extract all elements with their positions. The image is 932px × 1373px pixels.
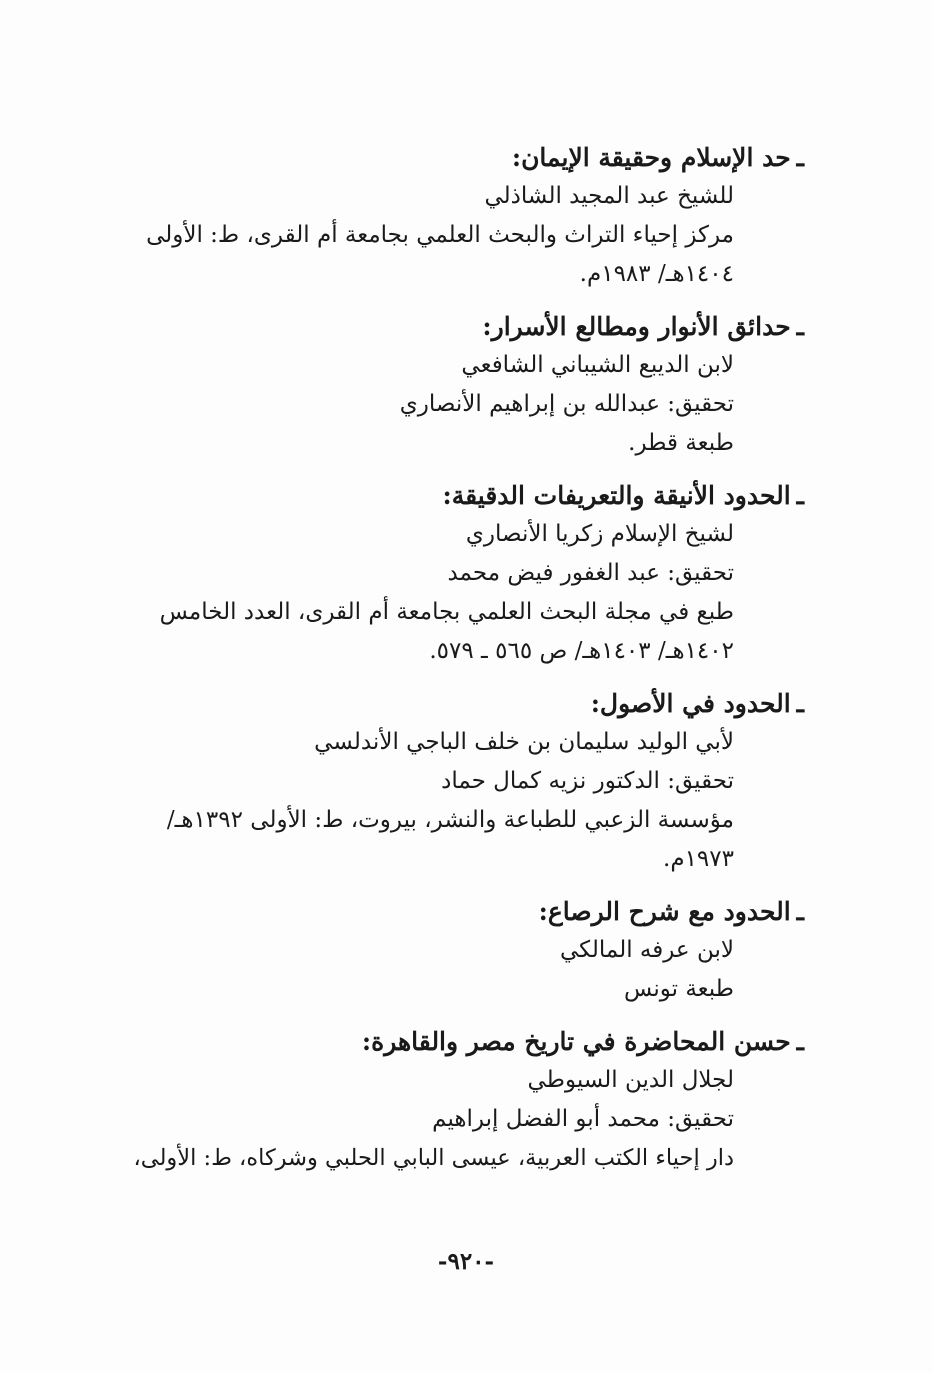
entry-detail-line: لابن عرفه المالكي [560,937,734,963]
entry-detail-line: ١٤٠٤هـ/ ١٩٨٣م. [579,261,734,287]
entry-details [124,515,804,671]
entry-title [124,892,804,931]
entry-detail-line: تحقيق: الدكتور نزيه كمال حماد [441,768,734,794]
entry-dash: ـ [796,481,804,510]
bibliography-list [124,138,804,1191]
entry-details [124,1061,804,1178]
entry-title-text: الحدود الأنيقة والتعريفات الدقيقة: [442,481,791,510]
bibliography-entry [124,892,804,1009]
page-number: -٩٢٠- [437,1248,495,1275]
entry-detail-line: للشيخ عبد المجيد الشاذلي [484,183,734,209]
entry-dash: ـ [796,312,804,341]
entry-dash: ـ [796,897,804,926]
entry-detail-line: طبع في مجلة البحث العلمي بجامعة أم القرى، العدد الخامس [159,599,734,625]
entry-title-text: الحدود مع شرح الرصاع: [538,897,791,926]
entry-detail-line: دار إحياء الكتب العربية، عيسى البابي الحلبي وشركاه، ط: الأولى، [133,1145,734,1171]
entry-title [124,1022,804,1061]
entry-detail-line: تحقيق: محمد أبو الفضل إبراهيم [432,1106,734,1132]
entry-details [124,346,804,463]
entry-title [124,476,804,515]
entry-detail-line: تحقيق: عبد الغفور فيض محمد [447,560,734,586]
entry-details [124,931,804,1009]
bibliography-entry [124,307,804,463]
entry-title-text: حسن المحاضرة في تاريخ مصر والقاهرة: [361,1027,791,1056]
entry-dash: ـ [796,689,804,718]
entry-detail-line: مؤسسة الزعبي للطباعة والنشر، بيروت، ط: الأولى ١٣٩٢هـ/ [166,807,734,833]
entry-title [124,684,804,723]
entry-detail-line: لشيخ الإسلام زكريا الأنصاري [465,521,734,547]
bibliography-entry [124,138,804,294]
entry-details [124,177,804,294]
entry-details [124,723,804,879]
entry-detail-line: طبعة قطر. [628,430,734,456]
entry-detail-line: ١٩٧٣م. [663,846,734,872]
entry-dash: ـ [796,143,804,172]
entry-detail-line: تحقيق: عبدالله بن إبراهيم الأنصاري [399,391,734,417]
entry-detail-line: لجلال الدين السيوطي [527,1067,734,1093]
entry-detail-line: لابن الديبع الشيباني الشافعي [461,352,734,378]
entry-title-text: حد الإسلام وحقيقة الإيمان: [511,143,791,172]
entry-title [124,307,804,346]
entry-dash: ـ [796,1027,804,1056]
entry-detail-line: ١٤٠٢هـ/ ١٤٠٣هـ/ ص ٥٦٥ ـ ٥٧٩. [429,638,734,664]
entry-detail-line: لأبي الوليد سليمان بن خلف الباجي الأندلسي [314,729,734,755]
bibliography-entry [124,684,804,879]
bibliography-entry [124,1022,804,1178]
entry-detail-line: طبعة تونس [624,976,734,1002]
entry-title-text: الحدود في الأصول: [590,689,791,718]
entry-title-text: حدائق الأنوار ومطالع الأسرار: [482,312,791,341]
entry-title [124,138,804,177]
entry-detail-line: مركز إحياء التراث والبحث العلمي بجامعة أم القرى، ط: الأولى [146,222,734,248]
bibliography-entry [124,476,804,671]
